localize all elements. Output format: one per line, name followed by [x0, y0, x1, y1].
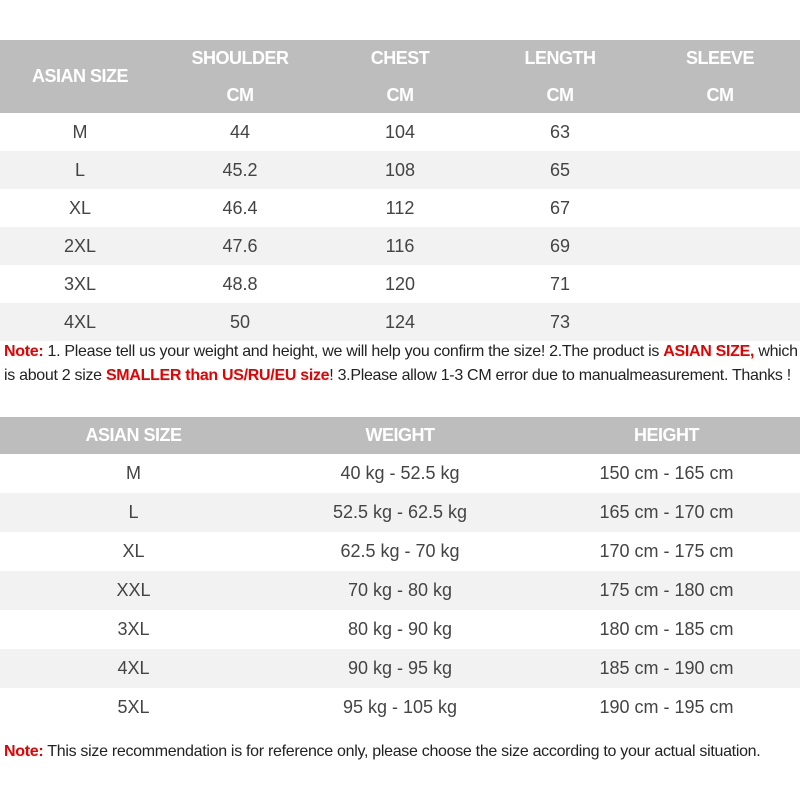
weight-height-table-body — [0, 454, 800, 727]
header-label: CHEST — [370, 47, 430, 68]
note-label: Note: — [4, 343, 44, 360]
header-cell — [320, 40, 480, 113]
table-cell: 108 — [384, 159, 416, 180]
table-row — [0, 227, 800, 265]
table-cell: L — [74, 159, 85, 180]
table-row — [0, 303, 800, 341]
table-cell: 69 — [549, 235, 571, 256]
table-cell: 71 — [549, 273, 571, 294]
table-cell: 170 cm - 175 cm — [599, 541, 734, 561]
header-cell — [480, 40, 640, 113]
table-cell: 44 — [229, 121, 251, 142]
note-highlight: ASIAN SIZE, — [663, 343, 755, 360]
measurement-table-header — [0, 40, 800, 113]
table-row — [0, 493, 800, 532]
table-cell: 45.2 — [222, 159, 258, 180]
header-label: SHOULDER — [191, 47, 289, 68]
table-cell: 62.5 kg - 70 kg — [340, 541, 460, 561]
table-row — [0, 151, 800, 189]
header-label: ASIAN SIZE — [31, 66, 128, 86]
table-cell: 4XL — [63, 311, 97, 332]
header-label: LENGTH — [524, 47, 596, 68]
table-cell: XXL — [116, 580, 151, 600]
table-cell: 180 cm - 185 cm — [599, 619, 734, 639]
table-cell: XL — [122, 541, 145, 561]
table-cell: 3XL — [117, 619, 150, 639]
table-cell: 175 cm - 180 cm — [599, 580, 734, 600]
table-cell: 63 — [549, 121, 571, 142]
table-row — [0, 113, 800, 151]
header-cell: HEIGHT — [633, 425, 699, 445]
table-row — [0, 265, 800, 303]
header-unit: CM — [546, 84, 574, 105]
table-cell: 3XL — [63, 273, 97, 294]
table-cell: 190 cm - 195 cm — [599, 697, 734, 717]
table-cell: 50 — [229, 311, 251, 332]
table-cell: 4XL — [117, 658, 150, 678]
measurement-table — [0, 40, 800, 341]
table-cell: 80 kg - 90 kg — [347, 619, 453, 639]
measurement-table-body — [0, 113, 800, 341]
table-cell: 48.8 — [222, 273, 258, 294]
table-cell: 104 — [384, 121, 416, 142]
table-cell: 52.5 kg - 62.5 kg — [332, 502, 468, 522]
table-cell: 165 cm - 170 cm — [599, 502, 734, 522]
table-row — [0, 571, 800, 610]
header-unit: CM — [226, 84, 254, 105]
table-cell: 116 — [385, 235, 415, 256]
size-note — [4, 340, 800, 387]
table-cell: 2XL — [63, 235, 97, 256]
table-cell: XL — [68, 197, 92, 218]
header-cell: WEIGHT — [365, 425, 435, 445]
table-cell: 70 kg - 80 kg — [347, 580, 453, 600]
table-cell: M — [72, 121, 88, 142]
header-cell — [640, 40, 800, 113]
table-row — [0, 610, 800, 649]
table-cell: 46.4 — [222, 197, 258, 218]
table-row — [0, 454, 800, 493]
note-label: Note: — [4, 743, 44, 760]
table-cell: M — [126, 463, 141, 483]
header-label: SLEEVE — [685, 47, 755, 68]
table-cell: 65 — [549, 159, 571, 180]
reference-note — [4, 740, 800, 764]
table-cell: 67 — [549, 197, 571, 218]
note-text: ! 3.Please allow 1-3 CM error due to manualmeasurement. Thanks ! — [329, 366, 791, 384]
table-cell: 120 — [384, 273, 416, 294]
header-cell — [160, 40, 320, 113]
table-cell: 73 — [549, 311, 571, 332]
table-cell: 90 kg - 95 kg — [347, 658, 453, 678]
table-row — [0, 688, 800, 727]
table-cell: 124 — [384, 311, 416, 332]
table-cell: 47.6 — [222, 235, 258, 256]
table-row — [0, 649, 800, 688]
header-unit: CM — [386, 84, 414, 105]
header-cell — [0, 40, 160, 113]
table-row — [0, 532, 800, 571]
weight-height-table — [0, 417, 800, 727]
table-cell: 5XL — [117, 697, 150, 717]
header-cell: ASIAN SIZE — [85, 425, 182, 445]
table-cell: 40 kg - 52.5 kg — [340, 463, 460, 483]
table-cell: L — [128, 502, 139, 522]
note-text: 1. Please tell us your weight and height, we will help you confirm the size! 2.The product is — [43, 343, 664, 360]
note-highlight: SMALLER than US/RU/EU size — [105, 366, 330, 384]
table-row — [0, 189, 800, 227]
note-text: which is about 2 size — [4, 343, 798, 384]
note-text: This size recommendation is for reference only, please choose the size according to your actual situation. — [43, 743, 761, 760]
table-cell: 185 cm - 190 cm — [599, 658, 734, 678]
header-unit: CM — [706, 84, 734, 105]
weight-height-table-header — [0, 417, 800, 454]
table-cell: 150 cm - 165 cm — [599, 463, 734, 483]
table-cell: 95 kg - 105 kg — [342, 697, 458, 717]
table-cell: 112 — [385, 197, 415, 218]
